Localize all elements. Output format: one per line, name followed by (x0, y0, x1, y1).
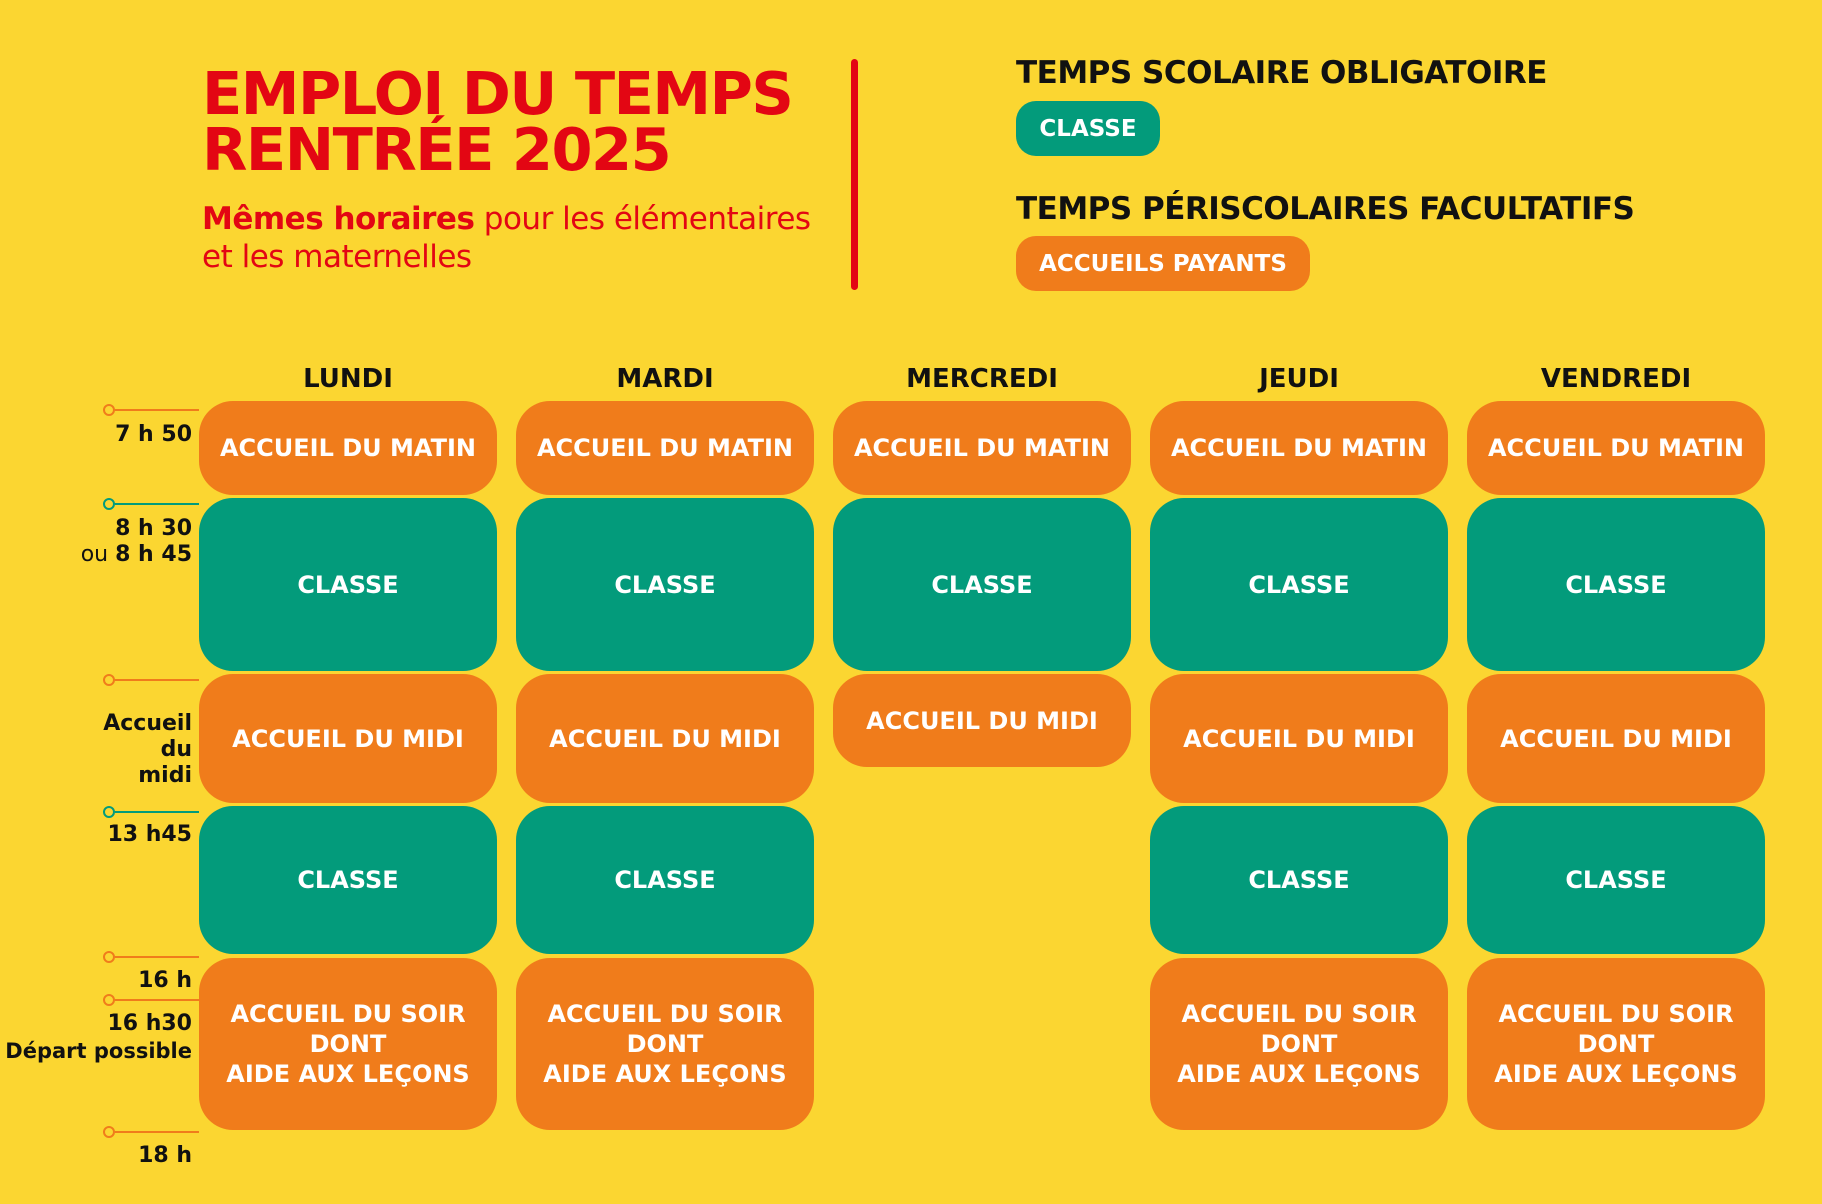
mardi-accueil-matin: ACCUEIL DU MATIN (516, 401, 814, 495)
mardi-classe-matin: CLASSE (516, 498, 814, 671)
time-tick-8h30 (103, 498, 199, 510)
day-header-mercredi: MERCREDI (906, 364, 1058, 394)
mercredi-classe-matin: CLASSE (833, 498, 1131, 671)
jeudi-classe-matin: CLASSE (1150, 498, 1448, 671)
subtitle-rest: pour les élémentaires (474, 201, 811, 237)
page-subtitle (202, 200, 842, 276)
day-header-jeudi: JEUDI (1259, 364, 1339, 394)
jeudi-accueil-matin: ACCUEIL DU MATIN (1150, 401, 1448, 495)
lundi-accueil-soir: ACCUEIL DU SOIR DONT AIDE AUX LEÇONS (199, 958, 497, 1130)
lundi-classe-apres-midi: CLASSE (199, 806, 497, 954)
time-label-13h45: 13 h45 (107, 822, 192, 847)
time-label-8h45-value: 8 h 45 (115, 542, 192, 567)
time-tick-18h (103, 1126, 199, 1138)
jeudi-accueil-midi: ACCUEIL DU MIDI (1150, 674, 1448, 803)
time-label-ou: ou (80, 542, 116, 567)
day-header-vendredi: VENDREDI (1540, 364, 1692, 394)
legend-accueil-pill: ACCUEILS PAYANTS (1016, 236, 1310, 291)
time-label-16h30: 16 h30 (107, 1011, 192, 1036)
mercredi-accueil-matin: ACCUEIL DU MATIN (833, 401, 1131, 495)
time-tick-7h50 (103, 404, 199, 416)
title-line-1: EMPLOI DU TEMPS (202, 59, 793, 128)
subtitle-bold: Mêmes horaires (202, 201, 475, 237)
jeudi-accueil-soir: ACCUEIL DU SOIR DONT AIDE AUX LEÇONS (1150, 958, 1448, 1130)
mardi-accueil-midi: ACCUEIL DU MIDI (516, 674, 814, 803)
time-label-8h30-value: 8 h 30 (115, 516, 192, 541)
vendredi-accueil-matin: ACCUEIL DU MATIN (1467, 401, 1765, 495)
time-label-midi: Accueil du midi (103, 711, 192, 788)
legend-class-pill: CLASSE (1016, 101, 1160, 156)
legend-optional-heading: TEMPS PÉRISCOLAIRES FACULTATIFS (1016, 191, 1635, 227)
vendredi-accueil-soir: ACCUEIL DU SOIR DONT AIDE AUX LEÇONS (1467, 958, 1765, 1130)
mardi-classe-apres-midi: CLASSE (516, 806, 814, 954)
time-label-8h30 (81, 516, 192, 568)
time-tick-13h45 (103, 806, 199, 818)
lundi-accueil-matin: ACCUEIL DU MATIN (199, 401, 497, 495)
vendredi-accueil-midi: ACCUEIL DU MIDI (1467, 674, 1765, 803)
vendredi-classe-apres-midi: CLASSE (1467, 806, 1765, 954)
vendredi-classe-matin: CLASSE (1467, 498, 1765, 671)
time-tick-16h30 (103, 994, 199, 1006)
jeudi-classe-apres-midi: CLASSE (1150, 806, 1448, 954)
time-tick-16h (103, 951, 199, 963)
page-title (202, 59, 793, 184)
day-header-mardi: MARDI (616, 364, 714, 394)
time-label-depart: Départ possible (5, 1039, 192, 1063)
lundi-classe-matin: CLASSE (199, 498, 497, 671)
time-label-18h: 18 h (138, 1143, 192, 1168)
time-label-7h50: 7 h 50 (115, 422, 192, 447)
day-header-lundi: LUNDI (303, 364, 393, 394)
time-label-16h: 16 h (138, 968, 192, 993)
lundi-accueil-midi: ACCUEIL DU MIDI (199, 674, 497, 803)
legend-mandatory-heading: TEMPS SCOLAIRE OBLIGATOIRE (1016, 55, 1547, 91)
title-line-2: RENTRÉE 2025 (202, 115, 671, 184)
time-tick-midi (103, 674, 199, 686)
mercredi-accueil-midi: ACCUEIL DU MIDI (833, 674, 1131, 767)
header-divider (851, 59, 858, 290)
subtitle-line-2: et les maternelles (202, 239, 472, 275)
mardi-accueil-soir: ACCUEIL DU SOIR DONT AIDE AUX LEÇONS (516, 958, 814, 1130)
